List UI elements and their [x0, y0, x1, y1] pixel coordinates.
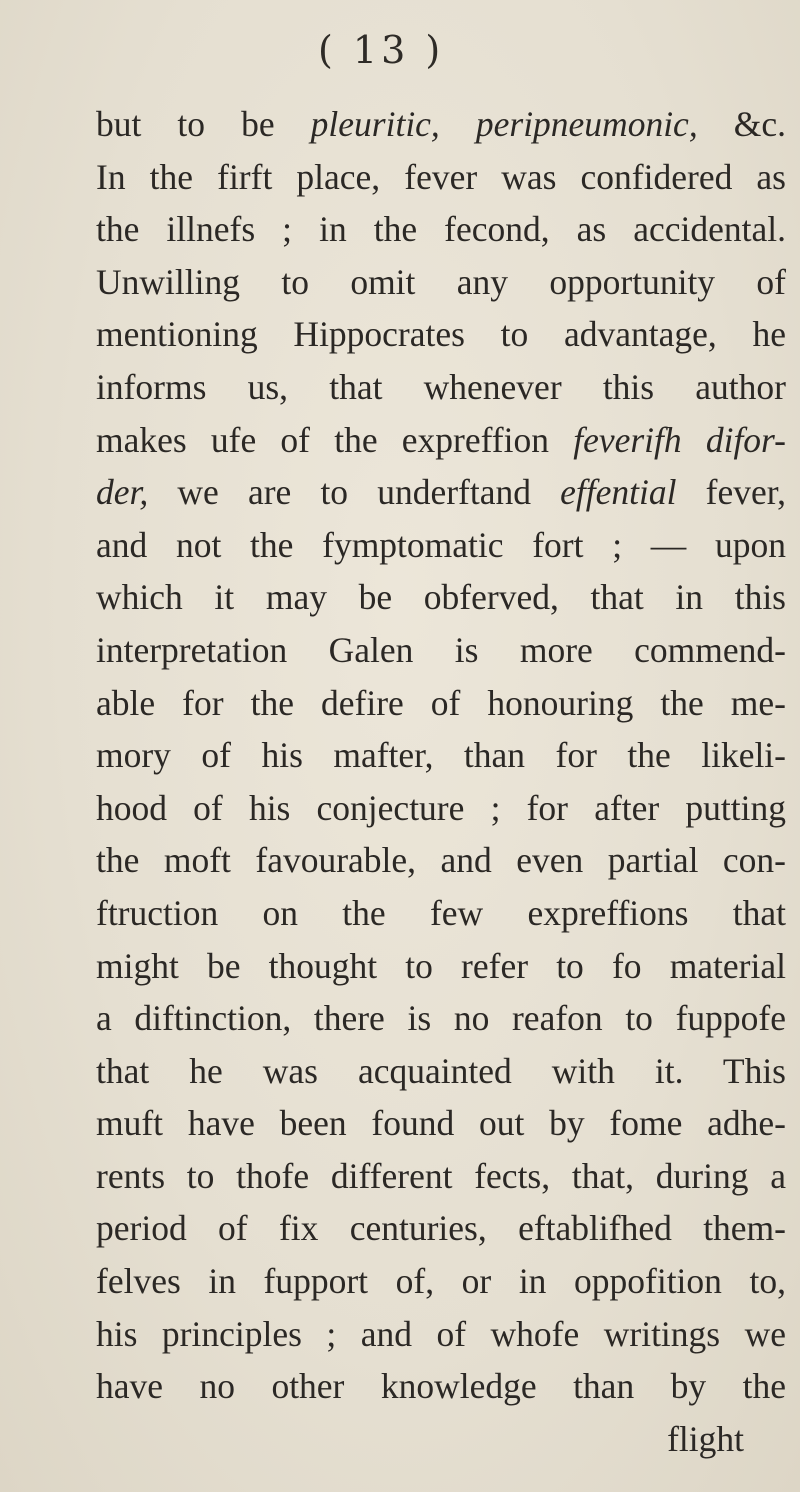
page-number: ( 13 ): [318, 28, 445, 72]
text-line-17: might be thought to refer to fo material: [96, 945, 786, 986]
text-line-8: [96, 466, 786, 519]
text-line-10: which it may be obferved, that in this: [96, 577, 786, 618]
text-segment: we are to underftand: [148, 472, 561, 513]
text-line-25: have no other knowledge than by the: [96, 1366, 786, 1407]
italic-terms: pleuritic, peripneumonic,: [310, 104, 698, 144]
text-line-24: his principles ; and of whofe writings we: [96, 1313, 786, 1354]
body-text: [96, 98, 786, 1465]
text-segment: makes ufe of the expreffion: [96, 419, 574, 460]
text-line-7: [96, 414, 786, 467]
text-line-22: period of fix centuries, eftablifhed them-: [96, 1208, 786, 1249]
text-line-18: a diftinction, there is no reafon to fuppofe: [96, 998, 786, 1039]
text-segment: &c.: [697, 104, 786, 144]
catchword: flight: [667, 1418, 744, 1459]
text-segment: fever,: [676, 472, 786, 513]
text-line-15: the moft favourable, and even partial con-: [96, 840, 786, 881]
text-line-12: able for the defire of honouring the me-: [96, 682, 786, 723]
text-line-14: hood of his conjecture ; for after putting: [96, 787, 786, 828]
italic-terms: feverifh difor-: [573, 419, 786, 460]
text-line-23: felves in fupport of, or in oppofition to,: [96, 1261, 786, 1302]
text-line-6: informs us, that whenever this author: [96, 366, 786, 407]
text-line-16: ftruction on the few expreffions that: [96, 892, 786, 933]
italic-terms: der,: [96, 472, 149, 513]
text-line-9: and not the fymptomatic fort ; — upon: [96, 524, 786, 565]
text-line-11: interpretation Galen is more commend-: [96, 629, 786, 670]
text-segment: but to be: [96, 104, 311, 144]
text-line-20: muft have been found out by fome adhe-: [96, 1103, 786, 1144]
text-line-1: [96, 98, 786, 151]
text-line-5: mentioning Hippocrates to advantage, he: [96, 314, 786, 355]
text-line-19: that he was acquainted with it. This: [96, 1050, 786, 1091]
text-line-21: rents to thofe different fects, that, during a: [96, 1155, 786, 1196]
text-line-2: In the firft place, fever was confidered as: [96, 156, 786, 197]
text-line-13: mory of his mafter, than for the likeli-: [96, 735, 786, 776]
italic-terms: effential: [560, 472, 677, 513]
text-line-3: the illnefs ; in the fecond, as accidental.: [96, 209, 786, 250]
text-line-4: Unwilling to omit any opportunity of: [96, 261, 786, 302]
